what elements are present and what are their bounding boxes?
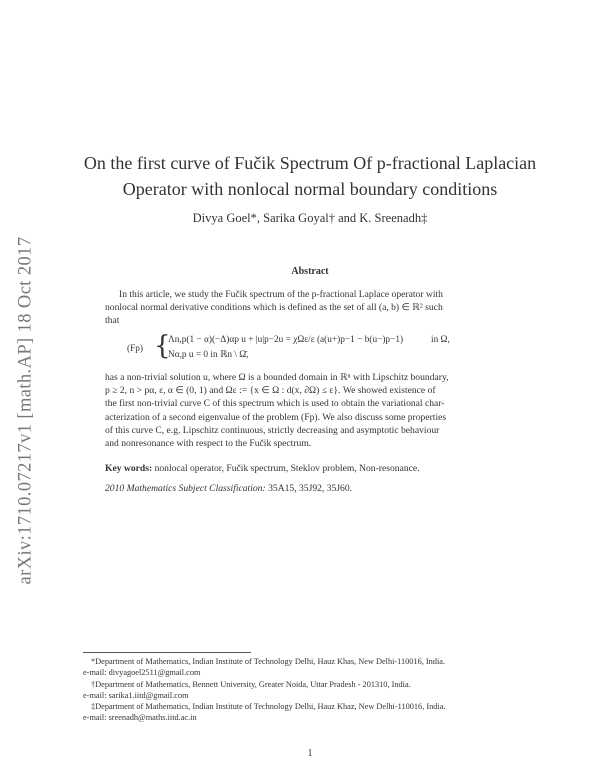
paper-title [60,150,560,202]
equation-label: (Fp) [127,344,144,354]
abstract-line: p ≥ 2, n > pα, ε, α ∈ (0, 1) and Ωε := {x ∈ Ω : d(x, ∂Ω) ≤ ε}. We showed existence of [105,385,436,397]
equation-line-1: Λn,p(1 − α)(−Δ)αp u + |u|p−2u = χΩε/ε (a(u+)p−1 − b(u−)p−1) [168,335,404,345]
footnote-affiliation: ‡Department of Mathematics, Indian Institute of Technology Delhi, Hauz Khaz, New Delhi-110016, India. [91,702,446,712]
msc-label: 2010 Mathematics Subject Classification: [105,483,266,494]
title-line-1: On the first curve of Fučik Spectrum Of p-fractional Laplacian [83,153,537,173]
abstract-paragraph-2 [105,371,517,450]
footnote-email: e-mail: sreenadh@maths.iitd.ac.in [83,713,197,723]
footnote-affiliation: †Department of Mathematics, Bennett University, Greater Noida, Uttar Pradesh - 201310, India. [91,679,411,689]
page-number: 1 [307,748,313,759]
keywords [105,463,420,474]
abstract-line: the first non-trivial curve C of this spectrum which is used to obtain the variational char- [105,398,445,410]
arxiv-identifier: arXiv:1710.07217v1 [math.AP] 18 Oct 2017 [15,236,36,584]
abstract-line: nonlocal normal derivative conditions which is defined as the set of all (a, b) ∈ ℝ² such [105,302,443,314]
footnote-email: e-mail: divyagoel2511@gmail.com [83,668,201,678]
msc-classification [105,483,352,494]
keywords-text: nonlocal operator, Fučik spectrum, Steklov problem, Non-resonance. [154,463,420,474]
abstract-line: acterization of a second eigenvalue of the problem (Fp). We also discuss some properties [105,411,447,423]
abstract-line: of this curve C, e.g. Lipschitz continuous, strictly decreasing and asymptotic behaviour [105,424,440,436]
abstract-paragraph-1 [105,288,517,328]
footnote-email: e-mail: sarika1.iitd@gmail.com [83,690,189,700]
abstract-line: that [105,315,120,327]
author-list: Divya Goel*, Sarika Goyal† and K. Sreenadh‡ [192,211,428,225]
msc-codes: 35A15, 35J92, 35J60. [268,483,353,494]
footnote-rule [83,652,251,653]
abstract-line: has a non-trivial solution u, where Ω is a bounded domain in ℝⁿ with Lipschitz boundary, [105,372,449,383]
abstract-heading: Abstract [291,266,329,277]
equation-line-2: Nα,p u = 0 in ℝn \ Ω̄, [168,350,249,360]
arxiv-sidebar-stamp [8,175,44,645]
abstract-line: and nonresonance with respect to the Fučik spectrum. [105,438,312,450]
footnotes [83,656,513,724]
footnote-affiliation: *Department of Mathematics, Indian Institute of Technology Delhi, Hauz Khas, New Delhi-110016, India. [91,657,446,666]
title-line-2: Operator with nonlocal normal boundary conditions [122,179,498,199]
equation-brace: { [154,331,171,361]
keywords-label: Key words: [105,463,153,474]
equation-domain: in Ω, [431,335,450,345]
abstract-line: In this article, we study the Fučik spectrum of the p-fractional Laplace operator with [119,289,443,300]
